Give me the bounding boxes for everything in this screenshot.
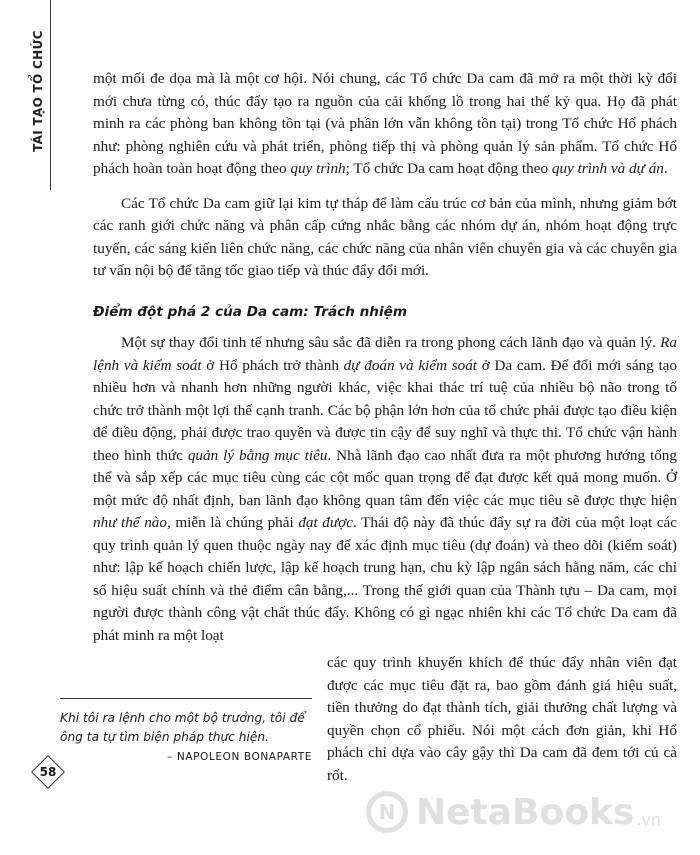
body-text (93, 68, 677, 647)
quote-text: Khi tôi ra lệnh cho một bộ trưởng, tôi để ông ta tự tìm biện pháp thực hiện. (60, 711, 305, 744)
page-number: 58 (39, 765, 57, 779)
watermark-brand: NetaBooks (416, 791, 635, 833)
paragraph-3: Một sự thay đổi tinh tế nhưng sâu sắc đã diễn ra trong phong cách lãnh đạo và quản lý. Ra lệnh và kiểm soát ở Hổ phách trở thành dự đoán và kiểm soát ở Da cam. Để đổi mới sáng tạo nhiều hơn và nhanh hơn những người khác, việc khai thác trí tuệ của nhiều bộ não trong tổ chức trở thành một lợi thế cạnh tranh. Các bộ phận lớn hơn của tổ chức phải được tạo điều kiện để điều động, phải được trao quyền và được tin cậy để suy nghĩ và thực thi. Tổ chức vận hành theo hình thức quản lý bằng mục tiêu. Nhà lãnh đạo cao nhất đưa ra một phương hướng tổng thể và sắp xếp các mục tiêu cùng các cột mốc quan trọng để đạt được kết quả mong muốn. Ở một mức độ nhất định, ban lãnh đạo không quan tâm đến việc các mục tiêu sẽ được thực hiện như thế nào, miễn là chúng phải đạt được. Thái độ này đã thúc đẩy sự ra đời của một loạt các quy trình quản lý quen thuộc ngày nay để xác định mục tiêu (dự đoán) và theo dõi (kiểm soát) như: lập kế hoạch chiến lược, lập kế hoạch trung hạn, chu kỳ lập ngân sách hằng năm, các chỉ số hiệu suất chính và thẻ điểm cân bằng,... Trong thế giới quan của Thành tựu – Da cam, mọi người được thành công vật chất thúc đẩy. Không có gì ngạc nhiên khi các Tổ chức Da cam đã phát minh ra một loạt (93, 334, 677, 644)
quote-author: – NAPOLEON BONAPARTE (167, 751, 312, 763)
paragraph-3-continuation: các quy trình khuyến khích để thúc đẩy nhân viên đạt được các mục tiêu đặt ra, bao gồm đánh giá hiệu suất, tiền thưởng do đạt thành tích, giải thưởng chất lượng và quyền chọn cổ phiếu. Nói một cách đơn giản, khi Hổ phách chỉ dựa vào cây gậy thì Da cam đã đem tới củ cà rốt. (327, 654, 677, 784)
watermark (366, 788, 661, 836)
watermark-suffix: .vn (636, 809, 662, 829)
pull-quote (60, 698, 312, 763)
section-heading: Điểm đột phá 2 của Da cam: Trách nhiệm (93, 303, 407, 320)
netabooks-logo-icon: N (366, 791, 408, 833)
paragraph-2: Các Tổ chức Da cam giữ lại kim tự tháp để làm cấu trúc cơ bản của mình, nhưng giảm bớt các ranh giới chức năng và phân cấp cứng nhắc bằng các nhóm dự án, nhóm hoạt động trực tuyến, các sáng kiến liên chức năng, các chức năng của nhân viên chuyên gia và các chuyên gia tư vấn nội bộ để tăng tốc giao tiếp và thúc đẩy đổi mới. (93, 194, 677, 279)
paragraph-1: một mối đe dọa mà là một cơ hội. Nói chung, các Tổ chức Da cam đã mở ra một thời kỳ đổi mới chưa từng có, thúc đẩy tạo ra nguồn của cải khổng lồ trong hai thế kỷ qua. Họ đã phát minh ra các phòng ban không tồn tại (và phần lớn vẫn không tồn tại) trong Tổ chức Hổ phách như: phòng nghiên cứu và phát triển, phòng tiếp thị và phòng quản lý sản phẩm. Tổ chức Hổ phách hoàn toàn hoạt động theo quy trình; Tổ chức Da cam hoạt động theo quy trình và dự án. (93, 70, 677, 177)
page-number-badge (32, 756, 64, 788)
chapter-title: TÁI TẠO TỔ CHỨC (31, 30, 45, 153)
chapter-side-tab (26, 0, 51, 190)
